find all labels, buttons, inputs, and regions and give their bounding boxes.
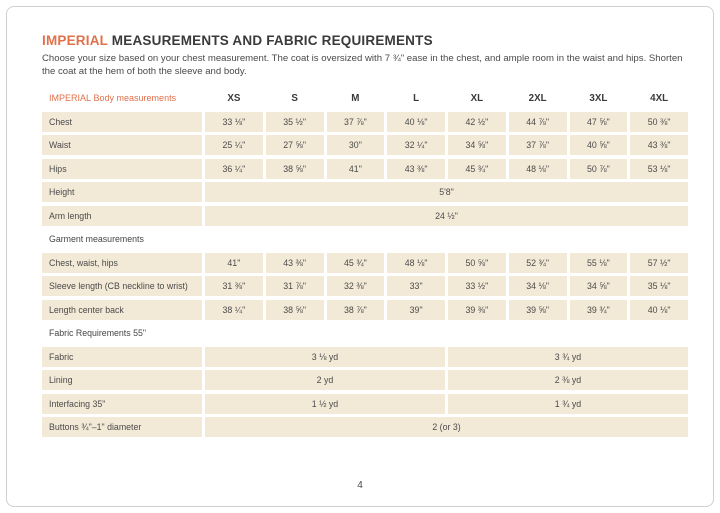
row-label-waist: Waist (42, 135, 202, 155)
hips-value-xs: 36 ¼" (205, 159, 263, 179)
garment-cwh-value-4xl: 57 ½" (630, 253, 688, 273)
sleeve-length-value-4xl: 35 ⅛" (630, 276, 688, 296)
length-cb-value-2xl: 39 ⅝" (509, 300, 567, 320)
chest-value-2xl: 44 ⅞" (509, 112, 567, 132)
size-column-header-3xl: 3XL (589, 92, 608, 104)
sleeve-length-value-m: 32 ⅜" (327, 276, 385, 296)
hips-value-2xl: 48 ⅛" (509, 159, 567, 179)
sleeve-length-value-l: 33" (387, 276, 445, 296)
size-column-header-xs: XS (227, 92, 241, 104)
length-cb-value-xl: 39 ⅜" (448, 300, 506, 320)
lining-yardage-small-sizes: 2 yd (205, 370, 445, 390)
interfacing-yardage-large-sizes: 1 ¾ yd (448, 394, 688, 414)
waist-value-2xl: 37 ⅞" (509, 135, 567, 155)
row-label-hips: Hips (42, 159, 202, 179)
garment-cwh-value-l: 48 ⅛" (387, 253, 445, 273)
chest-value-m: 37 ⅞" (327, 112, 385, 132)
sleeve-length-value-xs: 31 ⅜" (205, 276, 263, 296)
row-label-lining: Lining (42, 370, 202, 390)
waist-value-xs: 25 ¼" (205, 135, 263, 155)
length-cb-value-m: 38 ⅞" (327, 300, 385, 320)
interfacing-yardage-small-sizes: 1 ½ yd (205, 394, 445, 414)
size-table (42, 88, 688, 437)
waist-value-l: 32 ¼" (387, 135, 445, 155)
sleeve-length-value-s: 31 ⅞" (266, 276, 324, 296)
row-label-height: Height (42, 182, 202, 202)
waist-value-xl: 34 ⅝" (448, 135, 506, 155)
sleeve-length-value-3xl: 34 ⅝" (570, 276, 628, 296)
fabric-yardage-small-sizes: 3 ⅛ yd (205, 347, 445, 367)
sleeve-length-value-xl: 33 ½" (448, 276, 506, 296)
hips-value-xl: 45 ¾" (448, 159, 506, 179)
fabric-section-header: Fabric Requirements 55" (49, 328, 146, 339)
row-label-fabric: Fabric (42, 347, 202, 367)
hips-value-s: 38 ⅝" (266, 159, 324, 179)
size-column-header-s: S (291, 92, 298, 104)
row-label-sleeve-length: Sleeve length (CB neckline to wrist) (42, 276, 202, 296)
waist-value-s: 27 ⅝" (266, 135, 324, 155)
garment-cwh-value-2xl: 52 ¾" (509, 253, 567, 273)
page-title (42, 33, 688, 48)
height-value: 5'8" (205, 182, 688, 202)
hips-value-4xl: 53 ⅛" (630, 159, 688, 179)
garment-cwh-value-xs: 41" (205, 253, 263, 273)
waist-value-3xl: 40 ⅝" (570, 135, 628, 155)
page-content (42, 33, 688, 437)
arm-length-value: 24 ½" (205, 206, 688, 226)
row-label-arm-length: Arm length (42, 206, 202, 226)
row-label-interfacing: Interfacing 35" (42, 394, 202, 414)
length-cb-value-l: 39" (387, 300, 445, 320)
garment-cwh-value-s: 43 ⅜" (266, 253, 324, 273)
waist-value-4xl: 43 ⅜" (630, 135, 688, 155)
chest-value-4xl: 50 ⅜" (630, 112, 688, 132)
garment-cwh-value-3xl: 55 ⅛" (570, 253, 628, 273)
size-column-header-xl: XL (470, 92, 484, 104)
size-column-header-4xl: 4XL (650, 92, 669, 104)
page-number: 4 (357, 480, 363, 491)
length-cb-value-3xl: 39 ¾" (570, 300, 628, 320)
length-cb-value-xs: 38 ¼" (205, 300, 263, 320)
chest-value-3xl: 47 ⅝" (570, 112, 628, 132)
hips-value-m: 41" (327, 159, 385, 179)
table-header-label-highlight: IMPERIAL (49, 93, 92, 104)
hips-value-3xl: 50 ⅞" (570, 159, 628, 179)
row-label-chest: Chest (42, 112, 202, 132)
hips-value-l: 43 ⅜" (387, 159, 445, 179)
table-header-label (42, 88, 202, 108)
row-label-length-center-back: Length center back (42, 300, 202, 320)
garment-section-header: Garment measurements (49, 234, 144, 245)
garment-cwh-value-xl: 50 ⅝" (448, 253, 506, 273)
size-column-header-l: L (413, 92, 420, 104)
length-cb-value-4xl: 40 ⅛" (630, 300, 688, 320)
chest-value-l: 40 ⅛" (387, 112, 445, 132)
length-cb-value-s: 38 ⅝" (266, 300, 324, 320)
chest-value-xl: 42 ½" (448, 112, 506, 132)
chest-value-s: 35 ½" (266, 112, 324, 132)
garment-cwh-value-m: 45 ¾" (327, 253, 385, 273)
page-title-rest: MEASUREMENTS AND FABRIC REQUIREMENTS (107, 33, 433, 48)
waist-value-m: 30" (327, 135, 385, 155)
row-label-garment-chest-waist-hips: Chest, waist, hips (42, 253, 202, 273)
intro-paragraph: Choose your size based on your chest measurement. The coat is oversized with 7 ¾" ease in the chest, and ample room in the waist and hips. Shorten the coat at the hem of both the sleeve and body. (42, 53, 683, 78)
chest-value-xs: 33 ⅛" (205, 112, 263, 132)
page-title-highlight: IMPERIAL (42, 33, 108, 48)
lining-yardage-large-sizes: 2 ⅜ yd (448, 370, 688, 390)
buttons-count-value: 2 (or 3) (205, 417, 688, 437)
size-column-header-2xl: 2XL (528, 92, 547, 104)
row-label-buttons: Buttons ¾"–1" diameter (42, 417, 202, 437)
table-header-label-rest: Body measurements (93, 93, 177, 104)
fabric-yardage-large-sizes: 3 ¾ yd (448, 347, 688, 367)
sleeve-length-value-2xl: 34 ⅛" (509, 276, 567, 296)
size-column-header-m: M (351, 92, 360, 104)
